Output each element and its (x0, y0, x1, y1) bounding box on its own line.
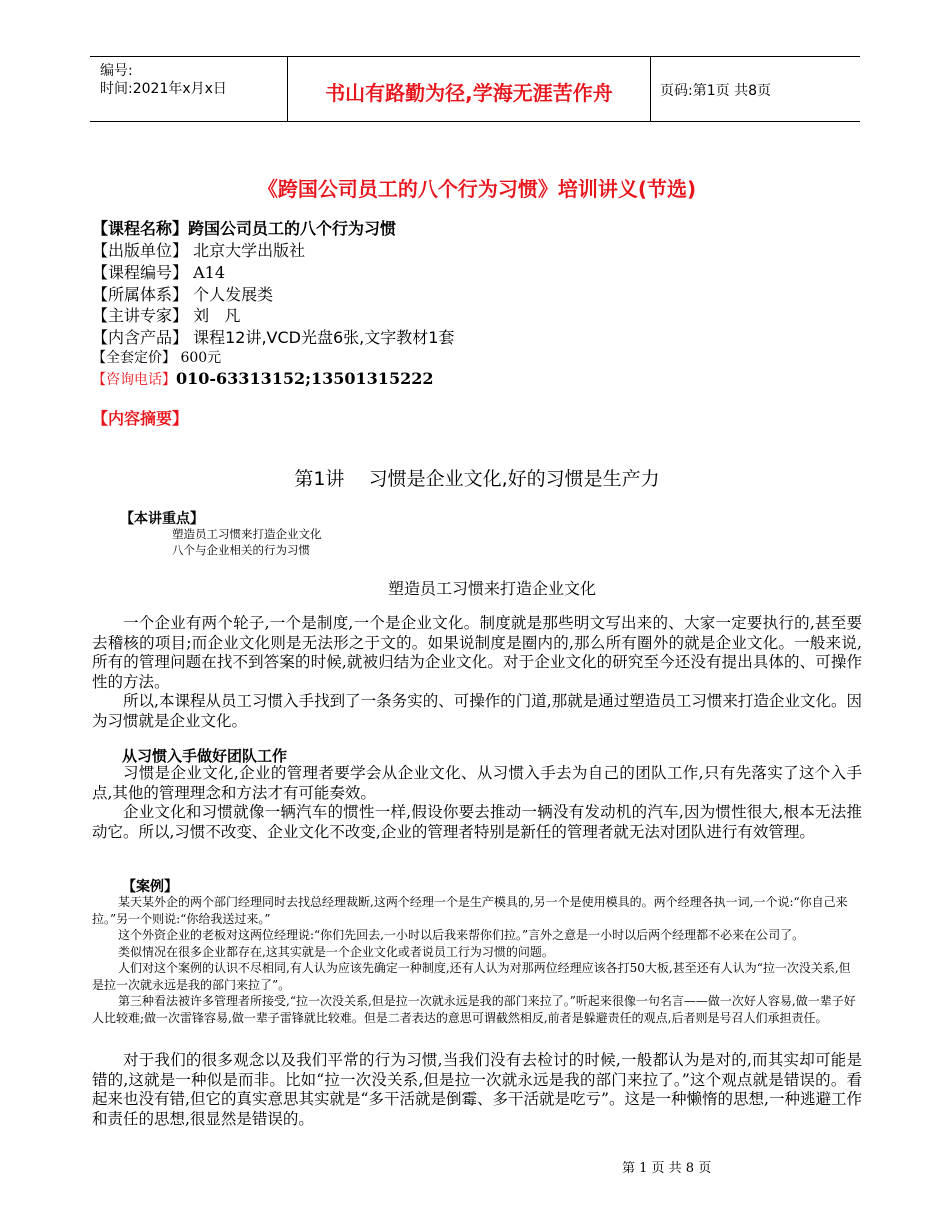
contents-row (92, 327, 454, 348)
publisher-value: 北京大学出版社 (193, 241, 306, 260)
case-label: 【案例】 (122, 879, 178, 895)
lecture-title: 第1讲 习惯是企业文化,好的习惯是生产力 (294, 468, 660, 490)
publisher-label: 【出版单位】 (92, 241, 189, 260)
course-code-label: 【课程编号】 (92, 263, 189, 282)
section-body-a (92, 614, 862, 731)
section-body-c (92, 1051, 862, 1129)
lecturer-label: 【主讲专家】 (92, 306, 189, 325)
case-body (92, 894, 862, 1026)
document-title: 《跨国公司员工的八个行为习惯》培训讲义(节选) (257, 177, 697, 201)
paragraph: 所以,本课程从员工习惯入手找到了一条务实的、可操作的门道,那就是通过塑造员工习惯来打造企业文化。因为习惯就是企业文化。 (92, 692, 862, 730)
category-row (92, 284, 273, 305)
case-paragraph: 第三种看法被许多管理者所接受,“拉一次没关系,但是拉一次就永远是我的部门来拉了。”听起来很像一句名言——做一次好人容易,做一辈子好人比较难;做一次雷锋容易,做一辈子雷锋就比较难。但是二者表达的意思可谓截然相反,前者是躲避责任的观点,后者则是号召人们承担责任。 (92, 994, 856, 1025)
lecturer-row (92, 305, 240, 326)
section-title: 塑造员工习惯来打造企业文化 (387, 579, 596, 598)
header-page-number: 页码:第1页 共8页 (660, 83, 771, 99)
contents-value: 课程12讲,VCD光盘6张,文字教材1套 (193, 328, 455, 347)
category-value: 个人发展类 (193, 285, 274, 304)
price-row (92, 348, 221, 369)
course-name-label: 【课程名称】 (92, 219, 189, 238)
paragraph: 企业文化和习惯就像一辆汽车的惯性一样,假设你要去推动一辆没有发动机的汽车,因为惯性很大,根本无法推动它。所以,习惯不改变、企业文化不改变,企业的管理者特别是新任的管理者就无法对团队进行有效管理。 (92, 803, 862, 841)
contents-label: 【内含产品】 (92, 328, 189, 347)
case-paragraph: 人们对这个案例的认识不尽相同,有人认为应该先确定一种制度,还有人认为对那两位经理应该各打50大板,甚至还有人认为“拉一次没关系,但是拉一次就永远是我的部门来拉了”。 (92, 961, 851, 992)
case-paragraph: 这个外资企业的老板对这两位经理说:“你们先回去,一小时以后我来帮你们拉。”言外之意是一小时以后两个经理都不必来在公司了。 (118, 928, 805, 942)
price-value: 600元 (180, 350, 222, 366)
category-label: 【所属体系】 (92, 285, 189, 304)
header-time: 时间:2021年x月x日 (100, 81, 227, 97)
section-body-b (92, 764, 862, 842)
header-bottom-border (90, 121, 860, 122)
course-code-row (92, 262, 225, 283)
page-footer: 第 1 页 共 8 页 (622, 1161, 712, 1176)
paragraph: 习惯是企业文化,企业的管理者要学会从企业文化、从习惯入手去为自己的团队工作,只有先落实了这个入手点,其他的管理理念和方法才有可能奏效。 (92, 764, 862, 802)
header-number: 编号: (100, 63, 133, 79)
key-point-1: 塑造员工习惯来打造企业文化 (172, 527, 322, 541)
case-paragraph: 类似情况在很多企业都存在,这其实就是一个企业文化或者说员工行为习惯的问题。 (118, 944, 554, 959)
key-points-label: 【本讲重点】 (120, 511, 204, 527)
subheading: 从习惯入手做好团队工作 (122, 747, 288, 765)
publisher-row (92, 240, 305, 261)
case-paragraph: 某天某外企的两个部门经理同时去找总经理裁断,这两个经理一个是生产模具的,另一个是使用模具的。两个经理各执一词,一个说:“你自己来拉。”另一个则说:“你给我送过来。” (92, 895, 848, 926)
lecturer-value: 刘 凡 (193, 306, 241, 325)
price-label: 【全套定价】 (92, 350, 176, 366)
phone-row (92, 368, 433, 391)
paragraph: 一个企业有两个轮子,一个是制度,一个是企业文化。制度就是那些明文写出来的、大家一定要执行的,甚至要去稽核的项目;而企业文化则是无法形之于文的。如果说制度是圈内的,那么所有圈外的就是企业文化。一般来说,所有的管理问题在找不到答案的时候,就被归结为企业文化。对于企业文化的研究至今还没有提出具体的、可操作性的方法。 (92, 614, 862, 691)
course-code-value: A14 (193, 263, 226, 282)
phone-value: 010-63313152;13501315222 (176, 369, 434, 388)
header-motto: 书山有路勤为径,学海无涯苦作舟 (325, 81, 613, 105)
key-point-2: 八个与企业相关的行为习惯 (172, 543, 310, 557)
course-name-value: 跨国公司员工的八个行为习惯 (188, 219, 397, 238)
header-divider-2 (650, 56, 651, 122)
phone-label: 【咨询电话】 (92, 372, 176, 388)
paragraph: 对于我们的很多观念以及我们平常的行为习惯,当我们没有去检讨的时候,一般都认为是对的,而其实却可能是错的,这就是一种似是而非。比如“拉一次没关系,但是拉一次就永远是我的部门来拉了。”这个观点就是错误的。看起来也没有错,但它的真实意思其实就是“多干活就是倒霉、多干活就是吃亏”。这是一种懒惰的思想,一种逃避工作和责任的思想,很显然是错误的。 (92, 1051, 862, 1128)
course-name-row (92, 218, 396, 239)
summary-label: 【内容摘要】 (92, 409, 189, 428)
header-top-border (90, 56, 860, 57)
